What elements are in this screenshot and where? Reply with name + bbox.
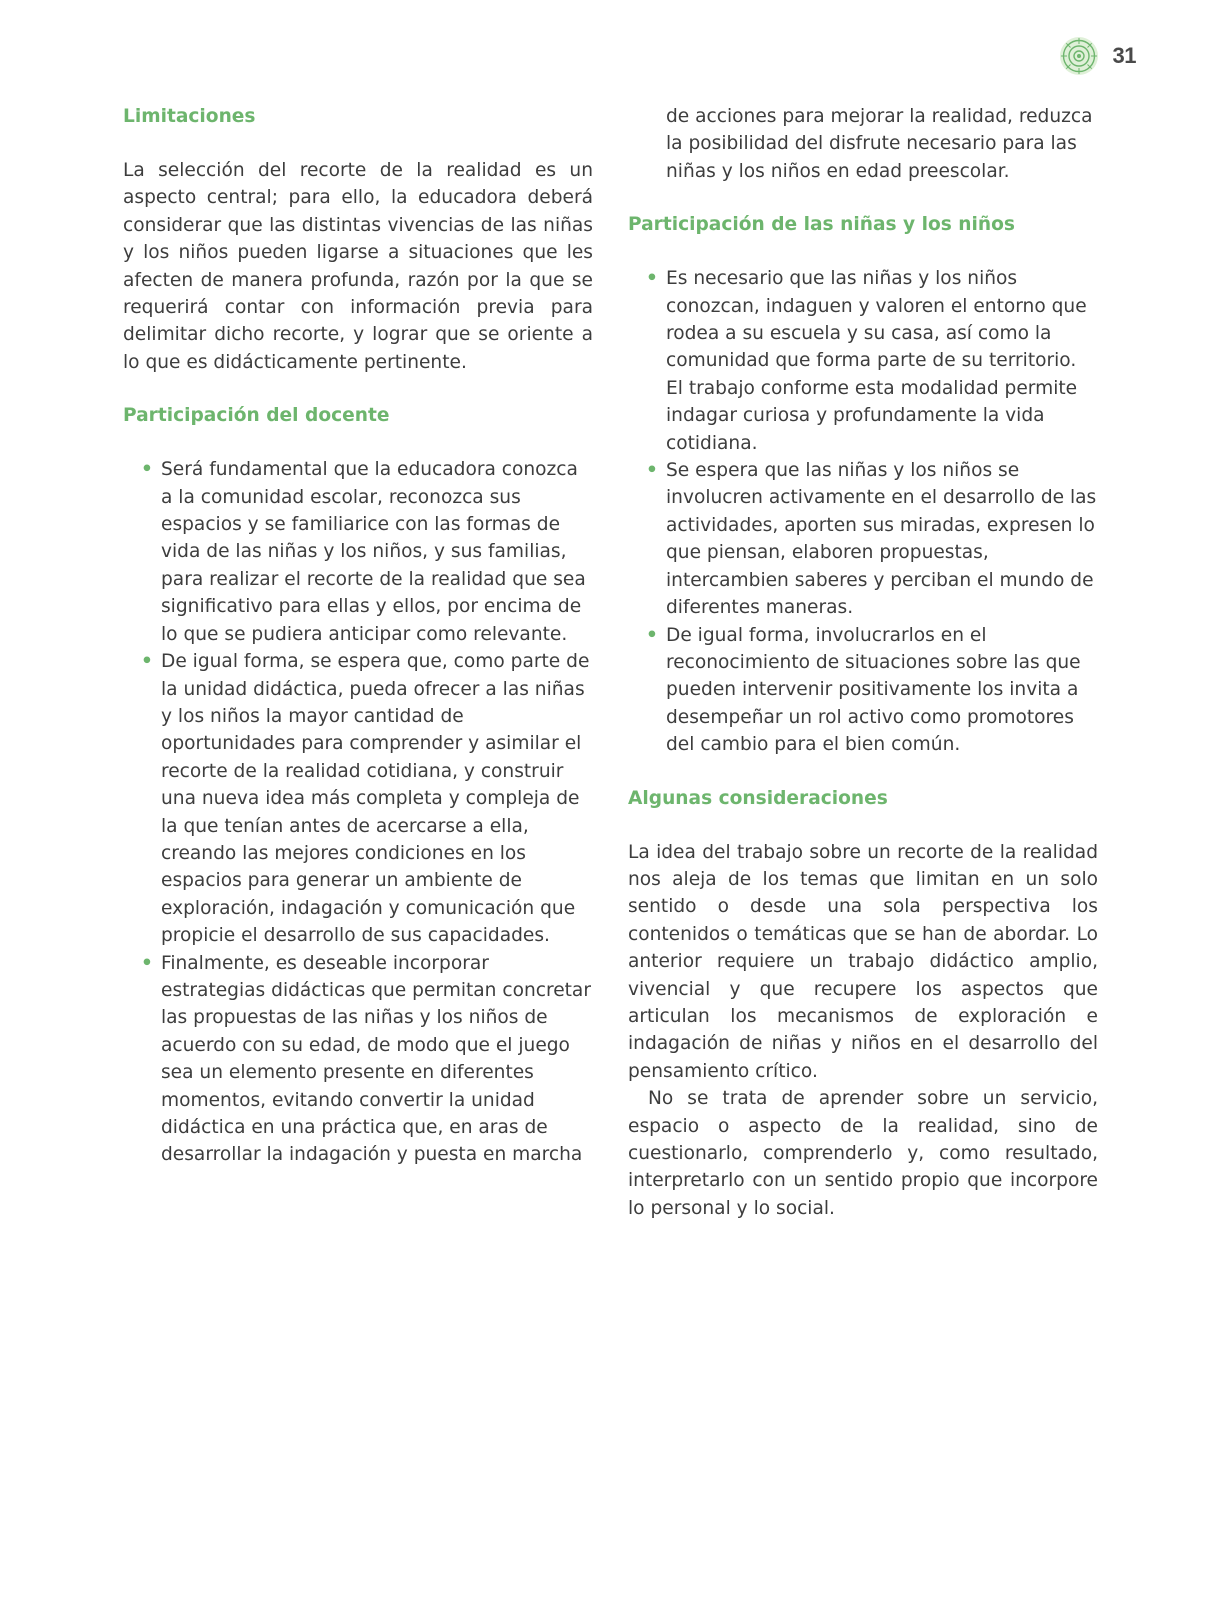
consideraciones-paragraph: La idea del trabajo sobre un recorte de la realidad nos aleja de los temas que limitan en un solo sentido o desde una sola perspectiva los contenidos o temáticas que se han de abordar. Lo anterior requiere un trabajo didáctico amplio, vivencial y que recupere los aspectos que articulan los mecanismos de exploración e indagación de niñas y niños en el desarrollo del pensamiento crítico.	[628, 841, 1098, 1082]
bullet-icon: •	[646, 624, 658, 646]
section-title-ninos: Participación de las niñas y los niños	[628, 214, 1016, 236]
list-item	[646, 457, 1098, 621]
bullet-icon: •	[141, 651, 153, 673]
list-item	[141, 950, 593, 1169]
bullet-icon: •	[141, 952, 153, 974]
bullet-icon: •	[646, 268, 658, 290]
section-title-docente: Participación del docente	[123, 405, 390, 427]
right-column	[628, 103, 1098, 1222]
bullet-text: Se espera que las niñas y los niños se involucren activamente en el desarrollo de las actividades, aporten sus miradas, expresen lo que piensan, elaboren propuestas, intercambien saberes y perciban el mundo de diferentes maneras.	[666, 460, 1097, 619]
bullet-text: De igual forma, involucrarlos en el reconocimiento de situaciones sobre las que pueden intervenir positivamente los invita a desempeñar un rol activo como promotores del cambio para el bien común.	[666, 624, 1081, 756]
consideraciones-paragraph: No se trata de aprender sobre un servicio, espacio o aspecto de la realidad, sino de cuestionarlo, comprenderlo y, como resultado, interpretarlo con un sentido propio que incorpore lo personal y lo social.	[628, 1088, 1098, 1219]
left-column	[123, 103, 593, 1169]
list-item	[646, 622, 1098, 759]
bullet-icon: •	[141, 459, 153, 481]
page-number: 31	[1112, 43, 1136, 68]
bullet-text: Finalmente, es deseable incorporar estrategias didácticas que permitan concretar las propuestas de las niñas y los niños de acuerdo con su edad, de modo que el juego sea un elemento presente en diferentes momentos, evitando convertir la unidad didáctica en una práctica que, en aras de desarrollar la indagación y puesta en marcha	[161, 952, 591, 1166]
sun-emblem-icon	[1059, 36, 1099, 76]
page-header	[1059, 36, 1136, 76]
bullet-text: Será fundamental que la educadora conozca a la comunidad escolar, reconozca sus espacios y se familiarice con las formas de vida de las niñas y los niños, y sus familias, para realizar el recorte de la realidad que sea significativo para ellas y ellos, por encima de lo que se pudiera anticipar como relevante.	[161, 459, 586, 645]
continuation-text: de acciones para mejorar la realidad, reduzca la posibilidad del disfrute necesario para las niñas y los niños en edad preescolar.	[666, 106, 1093, 182]
limitaciones-paragraph: La selección del recorte de la realidad es un aspecto central; para ello, la educadora deberá considerar que las distintas vivencias de las niñas y los niños pueden ligarse a situaciones que les afecten de manera profunda, razón por la que se requerirá contar con información previa para delimitar dicho recorte, y lograr que se oriente a lo que es didácticamente pertinente.	[123, 160, 593, 373]
section-title-limitaciones: Limitaciones	[123, 106, 256, 127]
bullet-text: De igual forma, se espera que, como parte de la unidad didáctica, pueda ofrecer a las niñas y los niños la mayor cantidad de oportunidades para comprender y asimilar el recorte de la realidad cotidiana, y construir una nueva idea más completa y compleja de la que tenían antes de acercarse a ella, creando las mejores condiciones en los espacios para generar un ambiente de exploración, indagación y comunicación que propicie el desarrollo de sus capacidades.	[161, 651, 590, 947]
list-item	[646, 265, 1098, 457]
bullet-icon: •	[646, 460, 658, 482]
list-item	[141, 648, 593, 949]
section-title-consideraciones: Algunas consideraciones	[628, 787, 888, 809]
docente-bullet-list	[123, 456, 593, 1169]
ninos-bullet-list	[628, 265, 1098, 758]
bullet-text: Es necesario que las niñas y los niños conozcan, indaguen y valoren el entorno que rodea a su escuela y su casa, así como la comunidad que forma parte de su territorio. El trabajo conforme esta modalidad permite indagar curiosa y profundamente la vida cotidiana.	[666, 268, 1087, 454]
list-item	[141, 456, 593, 648]
